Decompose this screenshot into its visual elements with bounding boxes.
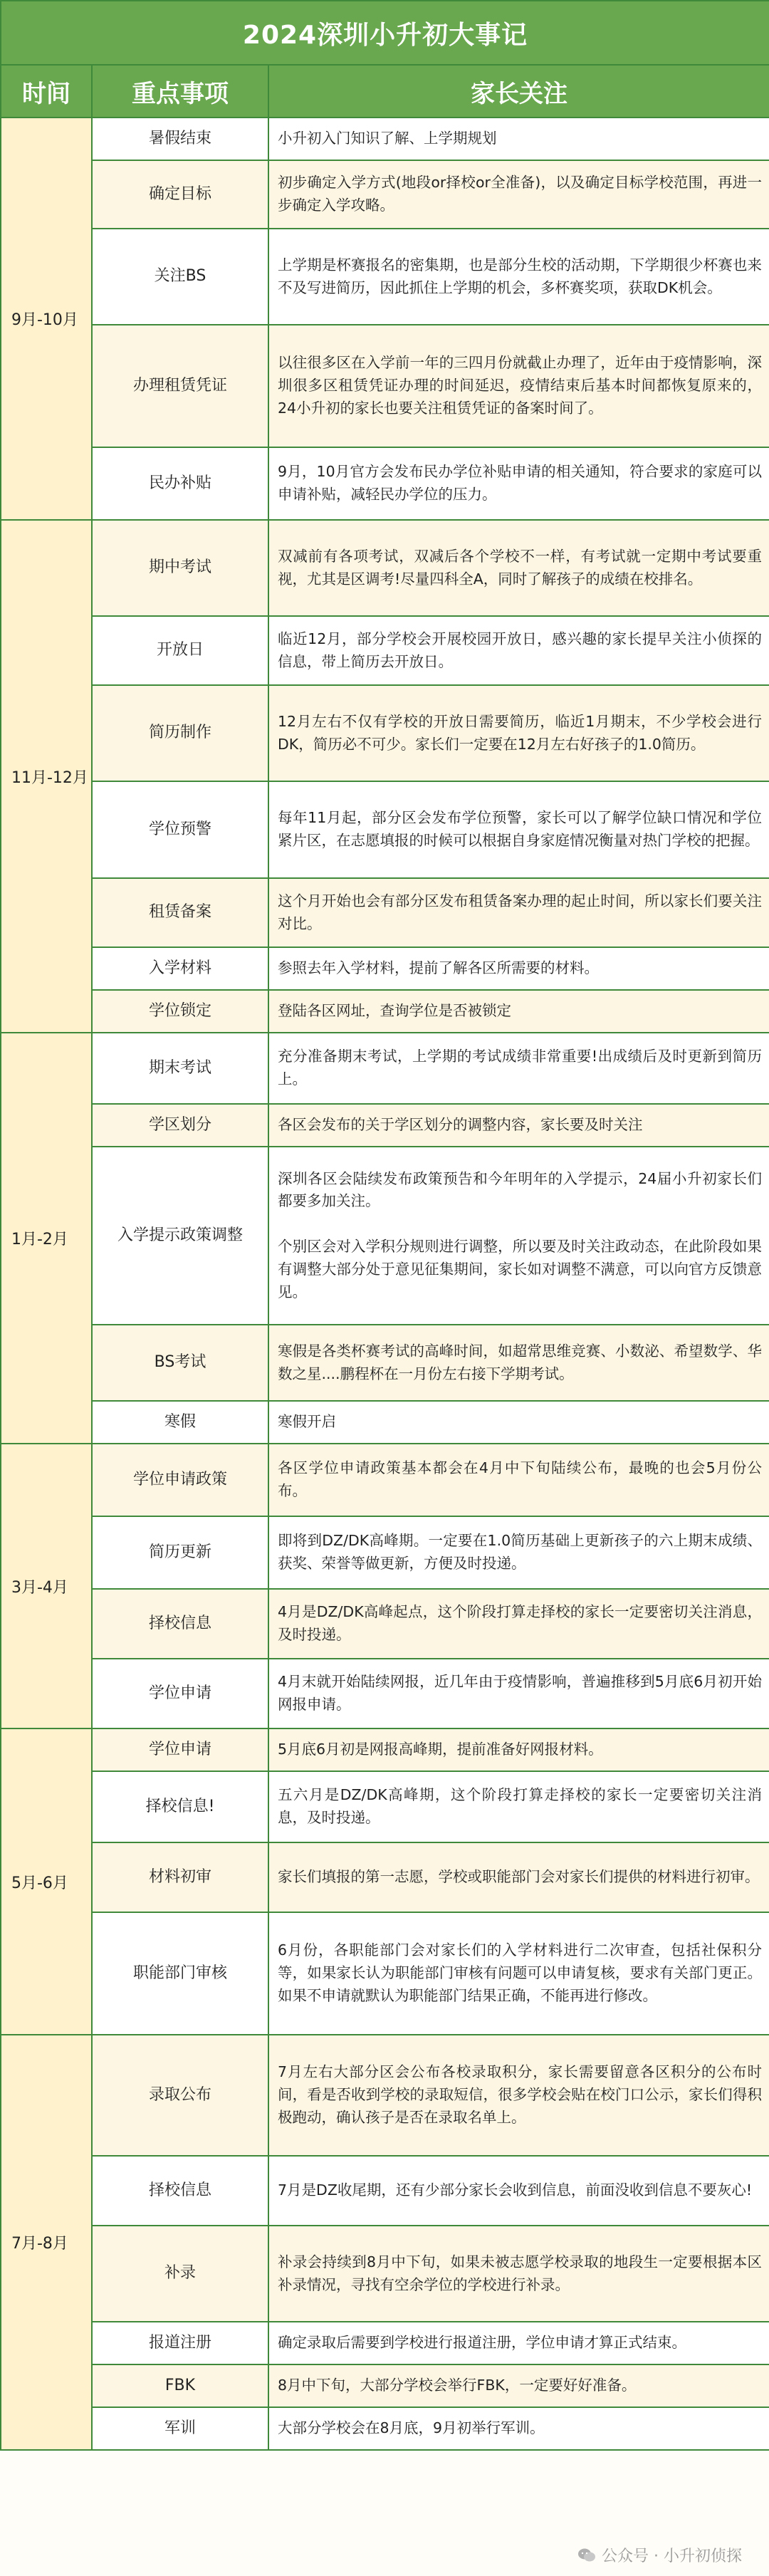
item-cell: 职能部门审核 bbox=[92, 1912, 268, 2035]
item-cell: 军训 bbox=[92, 2407, 268, 2450]
item-cell: 材料初审 bbox=[92, 1842, 268, 1912]
table-row bbox=[1, 1659, 769, 1728]
watermark-text: 公众号 · 小升初侦探 bbox=[602, 2548, 742, 2565]
note-cell: 8月中下旬，大部分学校会举行FBK，一定要好好准备。 bbox=[268, 2364, 769, 2407]
item-cell: 择校信息 bbox=[92, 2156, 268, 2226]
table-row bbox=[1, 1325, 769, 1401]
note-cell: 五六月是DZ/DK高峰期，这个阶段打算走择校的家长一定要密切关注消息，及时投递。 bbox=[268, 1771, 769, 1842]
table-row bbox=[1, 229, 769, 325]
note-cell: 参照去年入学材料，提前了解各区所需要的材料。 bbox=[268, 947, 769, 990]
item-cell: 学区划分 bbox=[92, 1104, 268, 1147]
item-cell: 入学材料 bbox=[92, 947, 268, 990]
item-cell: 办理租赁凭证 bbox=[92, 325, 268, 447]
item-cell: 学位申请 bbox=[92, 1659, 268, 1728]
item-cell: 择校信息 bbox=[92, 1589, 268, 1659]
note-cell: 各区会发布的关于学区划分的调整内容，家长要及时关注 bbox=[268, 1104, 769, 1147]
table-row bbox=[1, 878, 769, 947]
note-cell: 每年11月起，部分区会发布学位预警，家长可以了解学位缺口情况和学位紧片区，在志愿填报的时候可以根据自身家庭情况衡量对热门学校的把握。 bbox=[268, 781, 769, 878]
table-row bbox=[1, 325, 769, 447]
table-row bbox=[1, 2035, 769, 2156]
table-row bbox=[1, 1401, 769, 1444]
period-cell: 9月-10月 bbox=[1, 118, 92, 520]
note-cell: 12月左右不仅有学校的开放日需要简历，临近1月期末，不少学校会进行DK，简历必不可少。家长们一定要在12月左右好孩子的1.0简历。 bbox=[268, 685, 769, 781]
note-cell: 4月末就开始陆续网报，近几年由于疫情影响，普遍推移到5月底6月初开始网报申请。 bbox=[268, 1659, 769, 1728]
table-row bbox=[1, 2364, 769, 2407]
item-cell: 择校信息! bbox=[92, 1771, 268, 1842]
item-cell: 租赁备案 bbox=[92, 878, 268, 947]
period-cell: 11月-12月 bbox=[1, 520, 92, 1033]
note-cell: 上学期是杯赛报名的密集期，也是部分生校的活动期，下学期很少杯赛也来不及写进简历，因此抓住上学期的机会，多杯赛奖项，获取DK机会。 bbox=[268, 229, 769, 325]
note-cell: 以往很多区在入学前一年的三四月份就截止办理了，近年由于疫情影响，深圳很多区租赁凭证办理的时间延迟，疫情结束后基本时间都恢复原来的，24小升初的家长也要关注租赁凭证的备案时间了。 bbox=[268, 325, 769, 447]
note-cell: 即将到DZ/DK高峰期。一定要在1.0简历基础上更新孩子的六上期末成绩、获奖、荣誉等做更新，方便及时投递。 bbox=[268, 1516, 769, 1589]
table-row bbox=[1, 1444, 769, 1516]
note-cell: 补录会持续到8月中下旬，如果未被志愿学校录取的地段生一定要根据本区补录情况，寻找有空余学位的学校进行补录。 bbox=[268, 2226, 769, 2322]
table-row bbox=[1, 118, 769, 160]
table-row bbox=[1, 1728, 769, 1771]
table-row bbox=[1, 1033, 769, 1104]
period-cell: 5月-6月 bbox=[1, 1728, 92, 2035]
note-cell: 9月，10月官方会发布民办学位补贴申请的相关通知，符合要求的家庭可以申请补贴，减轻民办学位的压力。 bbox=[268, 447, 769, 520]
note-cell: 小升初入门知识了解、上学期规划 bbox=[268, 118, 769, 160]
table-row bbox=[1, 1589, 769, 1659]
watermark bbox=[577, 2544, 742, 2566]
item-cell: BS考试 bbox=[92, 1325, 268, 1401]
item-cell: 期末考试 bbox=[92, 1033, 268, 1104]
note-cell: 深圳各区会陆续发布政策预告和今年明年的入学提示，24届小升初家长们都要多加关注。 个别区会对入学积分规则进行调整，所以要及时关注政动态，在此阶段如果有调整大部分处于意见征集期间，家长如对调整不满意，可以向官方反馈意见。 bbox=[268, 1147, 769, 1325]
note-cell: 确定录取后需要到学校进行报道注册，学位申请才算正式结束。 bbox=[268, 2322, 769, 2364]
period-cell: 7月-8月 bbox=[1, 2035, 92, 2450]
item-cell: 关注BS bbox=[92, 229, 268, 325]
item-cell: 学位锁定 bbox=[92, 990, 268, 1033]
table-row bbox=[1, 520, 769, 616]
note-cell: 5月底6月初是网报高峰期，提前准备好网报材料。 bbox=[268, 1728, 769, 1771]
table-row bbox=[1, 1912, 769, 2035]
table-row bbox=[1, 1104, 769, 1147]
note-cell: 各区学位申请政策基本都会在4月中下旬陆续公布，最晚的也会5月份公布。 bbox=[268, 1444, 769, 1516]
note-cell: 双减前有各项考试，双减后各个学校不一样，有考试就一定期中考试要重视，尤其是区调考!尽量四科全A，同时了解孩子的成绩在校排名。 bbox=[268, 520, 769, 616]
note-cell: 充分准备期末考试，上学期的考试成绩非常重要!出成绩后及时更新到简历上。 bbox=[268, 1033, 769, 1104]
table-row bbox=[1, 1842, 769, 1912]
table-row bbox=[1, 1771, 769, 1842]
note-cell: 登陆各区网址，查询学位是否被锁定 bbox=[268, 990, 769, 1033]
item-cell: 简历制作 bbox=[92, 685, 268, 781]
item-cell: 入学提示政策调整 bbox=[92, 1147, 268, 1325]
table-row bbox=[1, 1516, 769, 1589]
table-row bbox=[1, 2322, 769, 2364]
table-row bbox=[1, 947, 769, 990]
header-note: 家长关注 bbox=[268, 65, 769, 118]
note-cell: 家长们填报的第一志愿，学校或职能部门会对家长们提供的材料进行初审。 bbox=[268, 1842, 769, 1912]
item-cell: FBK bbox=[92, 2364, 268, 2407]
table-row bbox=[1, 990, 769, 1033]
table-row bbox=[1, 2407, 769, 2450]
note-cell: 大部分学校会在8月底，9月初举行军训。 bbox=[268, 2407, 769, 2450]
item-cell: 开放日 bbox=[92, 616, 268, 685]
note-cell: 这个月开始也会有部分区发布租赁备案办理的起止时间，所以家长们要关注对比。 bbox=[268, 878, 769, 947]
note-cell: 7月是DZ收尾期，还有少部分家长会收到信息，前面没收到信息不要灰心! bbox=[268, 2156, 769, 2226]
item-cell: 学位预警 bbox=[92, 781, 268, 878]
note-cell: 临近12月，部分学校会开展校园开放日，感兴趣的家长提早关注小侦探的信息，带上简历去开放日。 bbox=[268, 616, 769, 685]
table-row bbox=[1, 781, 769, 878]
item-cell: 民办补贴 bbox=[92, 447, 268, 520]
item-cell: 寒假 bbox=[92, 1401, 268, 1444]
item-cell: 确定目标 bbox=[92, 160, 268, 229]
item-cell: 学位申请 bbox=[92, 1728, 268, 1771]
item-cell: 报道注册 bbox=[92, 2322, 268, 2364]
period-cell: 1月-2月 bbox=[1, 1033, 92, 1444]
period-cell: 3月-4月 bbox=[1, 1444, 92, 1728]
header-period: 时间 bbox=[1, 65, 92, 118]
header-item: 重点事项 bbox=[92, 65, 268, 118]
item-cell: 录取公布 bbox=[92, 2035, 268, 2156]
table-row bbox=[1, 616, 769, 685]
item-cell: 暑假结束 bbox=[92, 118, 268, 160]
wechat-icon bbox=[577, 2548, 596, 2563]
note-cell: 寒假开启 bbox=[268, 1401, 769, 1444]
note-cell: 4月是DZ/DK高峰起点，这个阶段打算走择校的家长一定要密切关注消息，及时投递。 bbox=[268, 1589, 769, 1659]
note-cell: 7月左右大部分区会公布各校录取积分，家长需要留意各区积分的公布时间，看是否收到学校的录取短信，很多学校会贴在校门口公示，家长们得积极跑动，确认孩子是否在录取名单上。 bbox=[268, 2035, 769, 2156]
table-row bbox=[1, 447, 769, 520]
note-cell: 寒假是各类杯赛考试的高峰时间，如超常思维竞赛、小数泌、希望数学、华数之星....鹏程杯在一月份左右接下学期考试。 bbox=[268, 1325, 769, 1401]
table-row bbox=[1, 160, 769, 229]
note-cell: 初步确定入学方式(地段or择校or全准备)，以及确定目标学校范围，再进一步确定入学攻略。 bbox=[268, 160, 769, 229]
table-row bbox=[1, 2156, 769, 2226]
table-row bbox=[1, 1147, 769, 1325]
page-title: 2024深圳小升初大事记 bbox=[1, 1, 769, 65]
note-cell: 6月份，各职能部门会对家长们的入学材料进行二次审查，包括社保积分等，如果家长认为职能部门审核有问题可以申请复核，要求有关部门更正。如果不申请就默认为职能部门结果正确，不能再进行修改。 bbox=[268, 1912, 769, 2035]
table-row bbox=[1, 2226, 769, 2322]
table-row bbox=[1, 685, 769, 781]
item-cell: 补录 bbox=[92, 2226, 268, 2322]
item-cell: 简历更新 bbox=[92, 1516, 268, 1589]
item-cell: 期中考试 bbox=[92, 520, 268, 616]
item-cell: 学位申请政策 bbox=[92, 1444, 268, 1516]
